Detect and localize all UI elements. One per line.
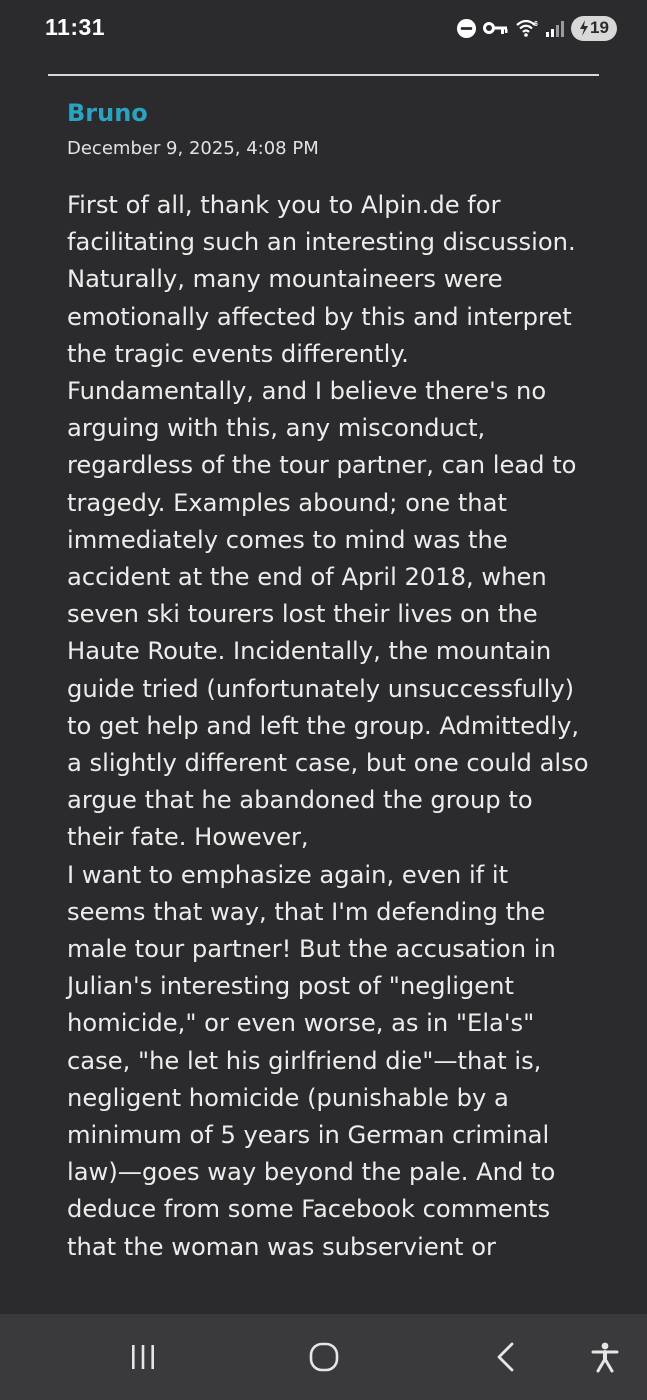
wifi-icon <box>515 18 539 38</box>
status-time: 11:31 <box>45 14 106 40</box>
comment-divider <box>48 74 599 76</box>
comment-body: First of all, thank you to Alpin.de for facilitating such an interesting discussion. Naturally, many mountaineers were emotionally affected by this and interpret the tragic events differently. Fundamentally, and I believe there's no arguing with this, any misconduct, regardless of the tour partner, can lead to tragedy. Examples abound; one that immediately comes to mind was the accident at the end of April 2018, when seven ski tourers lost their lives on the Haute Route. Incidentally, the mountain guide tried (unfortunately unsuccessfully) to get help and left the group. Admittedly, a slightly different case, but one could also argue that he abandoned the group to their fate. However, I want to emphasize again, even if it seems that way, that I'm defending the male tour partner! But the accusation in Julian's interesting post of "negligent homicide," or even worse, as in "Ela's" case, "he let his girlfriend die"—that is, negligent homicide (punishable by a minimum of 5 years in German criminal law)—goes way beyond the pale. And to deduce from some Facebook comments that the woman was subservient or <box>67 191 589 1261</box>
svg-text:6: 6 <box>534 21 538 28</box>
comment-author[interactable]: Bruno <box>67 99 148 127</box>
back-icon <box>494 1341 518 1373</box>
back-button[interactable] <box>466 1314 546 1400</box>
comment-date: December 9, 2025, 4:08 PM <box>67 138 319 159</box>
vpn-key-icon <box>483 20 509 36</box>
comment-content[interactable] <box>0 48 647 1314</box>
status-icons <box>456 15 617 41</box>
charging-bolt-icon <box>579 20 589 36</box>
home-button[interactable] <box>284 1314 364 1400</box>
signal-icon <box>545 19 565 37</box>
battery-charging-icon <box>571 16 617 41</box>
battery-level: 19 <box>590 18 609 37</box>
do-not-disturb-icon <box>456 18 477 39</box>
recent-apps-icon <box>128 1343 158 1371</box>
recent-apps-button[interactable] <box>103 1314 183 1400</box>
navigation-bar <box>0 1314 647 1400</box>
status-bar <box>0 0 647 48</box>
home-icon <box>308 1341 340 1373</box>
accessibility-button[interactable] <box>565 1314 645 1400</box>
accessibility-icon <box>590 1341 620 1373</box>
